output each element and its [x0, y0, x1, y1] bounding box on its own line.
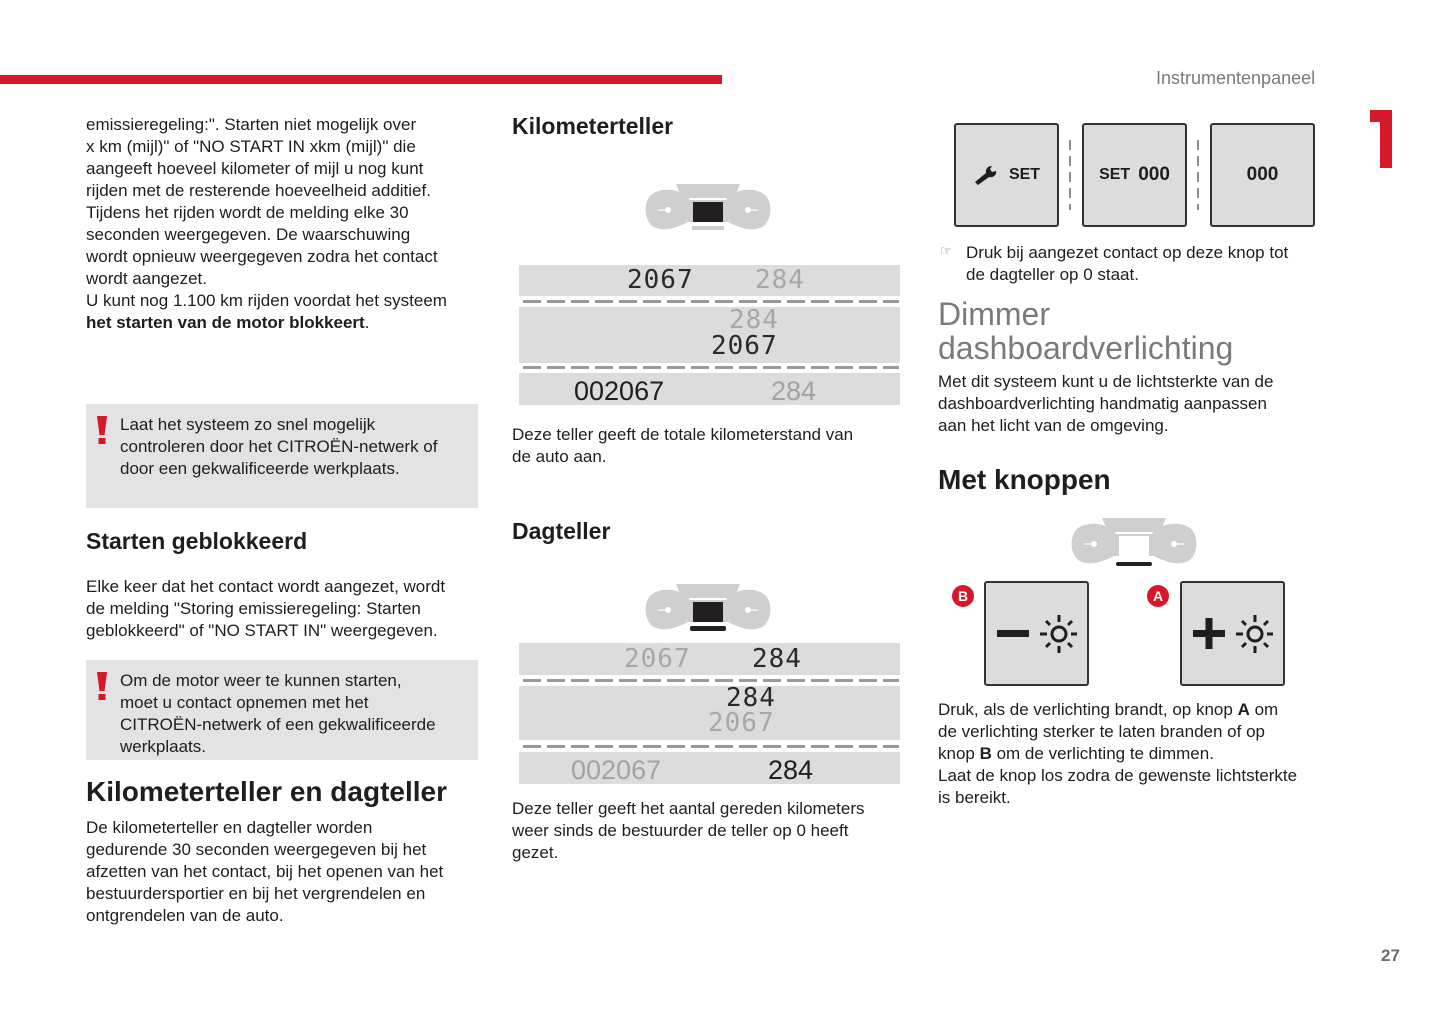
heading-line: Dimmer	[938, 296, 1050, 332]
text-line: rijden met de resterende hoeveelheid additief.	[86, 181, 431, 200]
divider	[523, 679, 899, 682]
exclamation-icon	[96, 672, 108, 700]
badge-a: A	[1147, 585, 1169, 607]
text-line: Laat het systeem zo snel mogelijk	[120, 415, 376, 434]
button-label: SET	[1099, 166, 1131, 183]
heading-kilometerteller: Kilometerteller	[512, 113, 674, 139]
text-line: controleren door het CITROËN-netwerk of	[120, 437, 438, 456]
badge-b: B	[952, 585, 974, 607]
trip-lcd-row-1	[519, 643, 900, 675]
dimmer-instructions	[938, 699, 1338, 809]
text-line: gedurende 30 seconden weergegeven bij het	[86, 840, 427, 859]
reset-000-button[interactable]	[1210, 123, 1315, 227]
heading-dagteller: Dagteller	[512, 518, 611, 544]
text-line: werkplaats.	[120, 737, 206, 756]
text-line: Tijdens het rijden wordt de melding elke 30	[86, 203, 409, 222]
text-line: Deze teller geeft het aantal gereden kilometers	[512, 799, 865, 818]
minus-brightness-icon	[997, 609, 1077, 659]
header-accent-bar	[0, 75, 722, 84]
button-value: 000	[1138, 164, 1170, 185]
pointing-hand-icon: ☞	[940, 243, 952, 258]
intro-paragraph	[86, 114, 486, 334]
heading-met-knoppen: Met knoppen	[938, 464, 1111, 495]
reset-paragraph	[966, 242, 1346, 286]
divider	[523, 366, 899, 369]
bold-text: A	[1237, 700, 1250, 719]
heading-line: dashboardverlichting	[938, 330, 1234, 366]
text-line: wordt aangezet.	[86, 269, 207, 288]
odometer-value: 002067	[571, 755, 662, 785]
text-line: x km (mijl)" of "NO START IN xkm (mijl)" die	[86, 137, 416, 156]
odometer-value: 002067	[574, 376, 665, 406]
text-line: Om de motor weer te kunnen starten,	[120, 671, 402, 690]
divider	[523, 745, 899, 748]
text-line: dashboardverlichting handmatig aanpassen	[938, 394, 1267, 413]
text: knop	[938, 744, 980, 763]
text-line: is bereikt.	[938, 788, 1011, 807]
trip-value: 284	[771, 376, 817, 406]
trip-value: 284	[729, 305, 779, 335]
text-line: Met dit systeem kunt u de lichtsterkte van de	[938, 372, 1274, 391]
instrument-cluster-icon	[644, 182, 772, 234]
plus-brightness-icon	[1193, 609, 1273, 659]
text-line: door een gekwalificeerde werkplaats.	[120, 459, 400, 478]
trip-value: 284	[752, 644, 802, 674]
bold-text: het starten van de motor blokkeert	[86, 313, 365, 332]
text-line: gezet.	[512, 843, 559, 862]
dimmer-plus-button[interactable]	[1180, 581, 1285, 686]
text-line: moet u contact opnemen met het	[120, 693, 369, 712]
text-line: U kunt nog 1.100 km rijden voordat het systeem	[86, 291, 447, 310]
text: om	[1249, 700, 1279, 719]
text-line: de auto aan.	[512, 447, 607, 466]
text-line: CITROËN-netwerk of een gekwalificeerde	[120, 715, 436, 734]
punct: .	[364, 313, 370, 332]
heading-starten-geblokkeerd: Starten geblokkeerd	[86, 528, 308, 554]
set-000-button[interactable]	[1082, 123, 1187, 227]
text-line: bestuurdersportier en bij het vergrendelen en	[86, 884, 426, 903]
text-line: ontgrendelen van de auto.	[86, 906, 284, 925]
dimmer-paragraph	[938, 371, 1338, 437]
text: Druk, als de verlichting brandt, op knop	[938, 700, 1238, 719]
dimmer-minus-button[interactable]	[984, 581, 1089, 686]
text-line: Laat de knop los zodra de gewenste lichtsterkte	[938, 766, 1298, 785]
trip-value: 284	[755, 265, 805, 295]
text-line: Elke keer dat het contact wordt aangezet, wordt	[86, 577, 446, 596]
page-number: 27	[1381, 946, 1400, 965]
odometer-value: 2067	[627, 265, 694, 295]
section-title: Instrumentenpaneel	[1156, 68, 1316, 88]
button-label: SET	[1008, 166, 1041, 183]
odometer-value: 2067	[624, 644, 691, 674]
text-line: emissieregeling:". Starten niet mogelijk over	[86, 115, 417, 134]
text-line: Deze teller geeft de totale kilometerstand van	[512, 425, 854, 444]
odometer-paragraph	[512, 424, 912, 468]
warning-box-2	[86, 660, 478, 760]
text-line: wordt opnieuw weergegeven zodra het contact	[86, 247, 438, 266]
instrument-cluster-icon	[644, 582, 772, 634]
heading-kilometerteller-en-dagteller: Kilometerteller en dagteller	[86, 776, 448, 807]
trip-value: 284	[726, 683, 776, 713]
text-line: weer sinds de bestuurder de teller op 0 heeft	[512, 821, 849, 840]
divider	[1069, 140, 1071, 210]
divider	[523, 300, 899, 303]
trip-paragraph	[512, 798, 912, 864]
km-paragraph	[86, 817, 486, 927]
odometer-lcd-row-2	[519, 307, 900, 363]
text-line	[938, 743, 1338, 765]
text-line: de dagteller op 0 staat.	[966, 265, 1139, 284]
instrument-cluster-icon	[1070, 516, 1198, 568]
text-line: afzetten van het contact, bij het openen van het	[86, 862, 444, 881]
text-line: aangeeft hoeveel kilometer of mijl u nog kunt	[86, 159, 424, 178]
text-line: Druk bij aangezet contact op deze knop tot	[966, 243, 1289, 262]
exclamation-icon	[96, 416, 108, 444]
reset-set-button[interactable]	[954, 123, 1059, 227]
text-line: geblokkeerd" of "NO START IN" weergegeven.	[86, 621, 438, 640]
text-line	[938, 699, 1338, 721]
text-line: seconden weergegeven. De waarschuwing	[86, 225, 411, 244]
trip-value: 284	[768, 755, 814, 785]
text-line	[86, 312, 486, 334]
starten-paragraph	[86, 576, 486, 642]
odometer-lcd-row-1	[519, 265, 900, 296]
text-line: aan het licht van de omgeving.	[938, 416, 1169, 435]
warning-box-1	[86, 404, 478, 508]
text-line: de verlichting sterker te laten branden of op	[938, 722, 1265, 741]
chapter-number-1	[1368, 110, 1394, 168]
text: om de verlichting te dimmen.	[991, 744, 1214, 763]
text-line: de melding "Storing emissieregeling: Starten	[86, 599, 421, 618]
odometer-value: 2067	[708, 708, 775, 738]
heading-dimmer	[938, 297, 1233, 365]
button-value: 000	[1246, 164, 1279, 185]
text-line: De kilometerteller en dagteller worden	[86, 818, 373, 837]
bold-text: B	[979, 744, 992, 763]
divider	[1197, 140, 1199, 210]
odometer-value: 2067	[711, 331, 778, 361]
wrench-icon	[973, 165, 999, 185]
